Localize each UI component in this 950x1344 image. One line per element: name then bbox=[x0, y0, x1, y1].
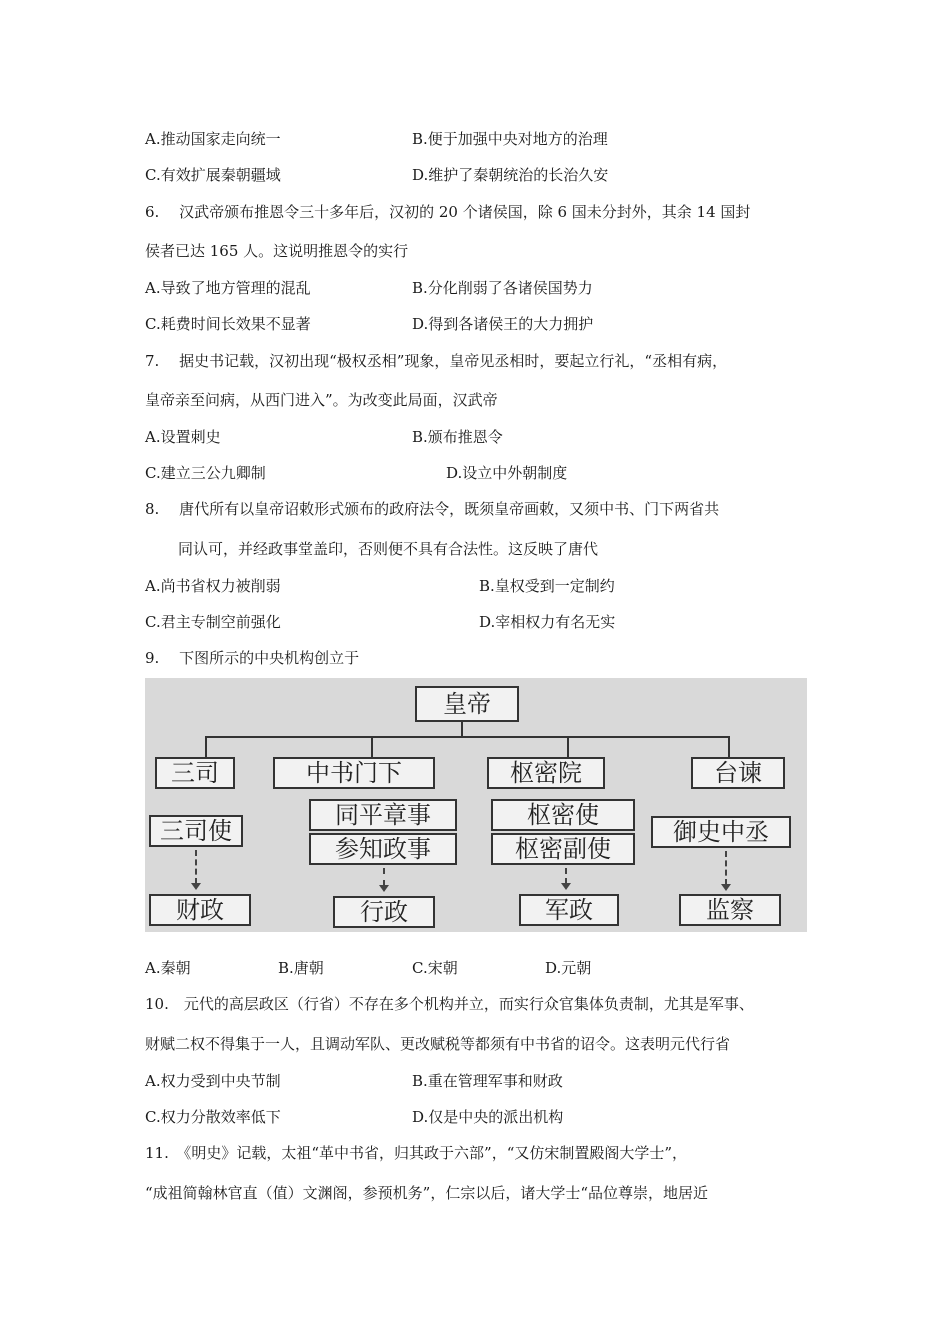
q7-option-c: C.建立三公九卿制 bbox=[145, 464, 266, 482]
arrow-down-icon bbox=[561, 883, 571, 890]
question-6-text-cont: 侯者已达 165 人。这说明推恩令的实行 bbox=[145, 242, 409, 260]
q9-option-a: A.秦朝 bbox=[145, 959, 191, 977]
q8-option-a: A.尚书省权力被削弱 bbox=[145, 577, 281, 595]
q9-option-d: D.元朝 bbox=[545, 959, 592, 977]
dashed-connector bbox=[383, 868, 385, 886]
question-11-text: 11. 《明史》记载，太祖“革中书省，归其政于六部”，“又仿宋制置殿阁大学士”， bbox=[145, 1144, 688, 1162]
shumishi-box: 枢密使 bbox=[491, 799, 635, 831]
canzhizhengshi-box: 参知政事 bbox=[309, 833, 457, 865]
q9-option-c: C.宋朝 bbox=[412, 959, 458, 977]
q9-option-b: B.唐朝 bbox=[278, 959, 324, 977]
q7-option-b: B.颁布推恩令 bbox=[412, 428, 503, 446]
q6-option-d: D.得到各诸侯王的大力拥护 bbox=[412, 315, 594, 333]
junzheng-box: 军政 bbox=[519, 894, 619, 926]
dashed-connector bbox=[195, 850, 197, 884]
option-c: C.有效扩展秦朝疆域 bbox=[145, 166, 281, 184]
sansi-box: 三司 bbox=[155, 757, 235, 789]
q6-option-c: C.耗费时间长效果不显著 bbox=[145, 315, 311, 333]
q8-option-c: C.君主专制空前强化 bbox=[145, 613, 281, 631]
taijian-box: 台谏 bbox=[691, 757, 785, 789]
option-b: B.便于加强中央对地方的治理 bbox=[412, 130, 608, 148]
sansishi-box: 三司使 bbox=[149, 815, 243, 847]
question-10-text-cont: 财赋二权不得集于一人，且调动军队、更改赋税等都须有中书省的诏令。这表明元代行省 bbox=[145, 1035, 731, 1053]
option-a: A.推动国家走向统一 bbox=[145, 130, 281, 148]
question-11-text-cont: “成祖简翰林官直（值）文渊阁，参预机务”，仁宗以后，诸大学士“品位尊崇，地居近 bbox=[145, 1184, 709, 1202]
question-7-text: 7. 据史书记载，汉初出现“极权丞相”现象，皇帝见丞相时，要起立行礼，“丞相有病， bbox=[145, 352, 728, 370]
xingzheng-box: 行政 bbox=[333, 896, 435, 928]
question-9-text: 9. 下图所示的中央机构创立于 bbox=[145, 649, 360, 667]
question-7-text-cont: 皇帝亲至问病，从西门进入”。为改变此局面，汉武帝 bbox=[145, 391, 498, 409]
q10-option-b: B.重在管理军事和财政 bbox=[412, 1072, 563, 1090]
question-6-text: 6. 汉武帝颁布推恩令三十多年后，汉初的 20 个诸侯国，除 6 国未分封外，其余 14 国封 bbox=[145, 203, 751, 221]
connector bbox=[728, 736, 730, 758]
connector bbox=[567, 736, 569, 758]
jiancha-box: 监察 bbox=[679, 894, 781, 926]
zhongshu-menxia-box: 中书门下 bbox=[273, 757, 435, 789]
dashed-connector bbox=[565, 868, 567, 884]
q10-option-d: D.仅是中央的派出机构 bbox=[412, 1108, 564, 1126]
q6-option-a: A.导致了地方管理的混乱 bbox=[145, 279, 311, 297]
q8-option-d: D.宰相权力有名无实 bbox=[479, 613, 616, 631]
connector bbox=[205, 736, 730, 738]
shumifushi-box: 枢密副使 bbox=[491, 833, 635, 865]
connector bbox=[205, 736, 207, 758]
question-8-text-cont: 同认可，并经政事堂盖印，否则便不具有合法性。这反映了唐代 bbox=[178, 540, 599, 558]
q6-option-b: B.分化削弱了各诸侯国势力 bbox=[412, 279, 593, 297]
question-8-text: 8. 唐代所有以皇帝诏敕形式颁布的政府法令，既须皇帝画敕，又须中书、门下两省共 bbox=[145, 500, 720, 518]
option-d: D.维护了秦朝统治的长治久安 bbox=[412, 166, 609, 184]
arrow-down-icon bbox=[191, 883, 201, 890]
yushizhongcheng-box: 御史中丞 bbox=[651, 816, 791, 848]
emperor-box: 皇帝 bbox=[415, 686, 519, 722]
q10-option-a: A.权力受到中央节制 bbox=[145, 1072, 281, 1090]
shumiyuan-box: 枢密院 bbox=[487, 757, 605, 789]
tongpingzhangshi-box: 同平章事 bbox=[309, 799, 457, 831]
q7-option-a: A.设置刺史 bbox=[145, 428, 221, 446]
arrow-down-icon bbox=[379, 885, 389, 892]
q8-option-b: B.皇权受到一定制约 bbox=[479, 577, 615, 595]
q7-option-d: D.设立中外朝制度 bbox=[446, 464, 568, 482]
connector bbox=[371, 736, 373, 758]
dashed-connector bbox=[725, 851, 727, 885]
connector bbox=[461, 721, 463, 737]
question-10-text: 10. 元代的高层政区（行省）不存在多个机构并立，而实行众官集体负责制，尤其是军事、 bbox=[145, 995, 754, 1013]
arrow-down-icon bbox=[721, 884, 731, 891]
q10-option-c: C.权力分散效率低下 bbox=[145, 1108, 281, 1126]
caizheng-box: 财政 bbox=[149, 894, 251, 926]
org-chart bbox=[145, 678, 807, 932]
